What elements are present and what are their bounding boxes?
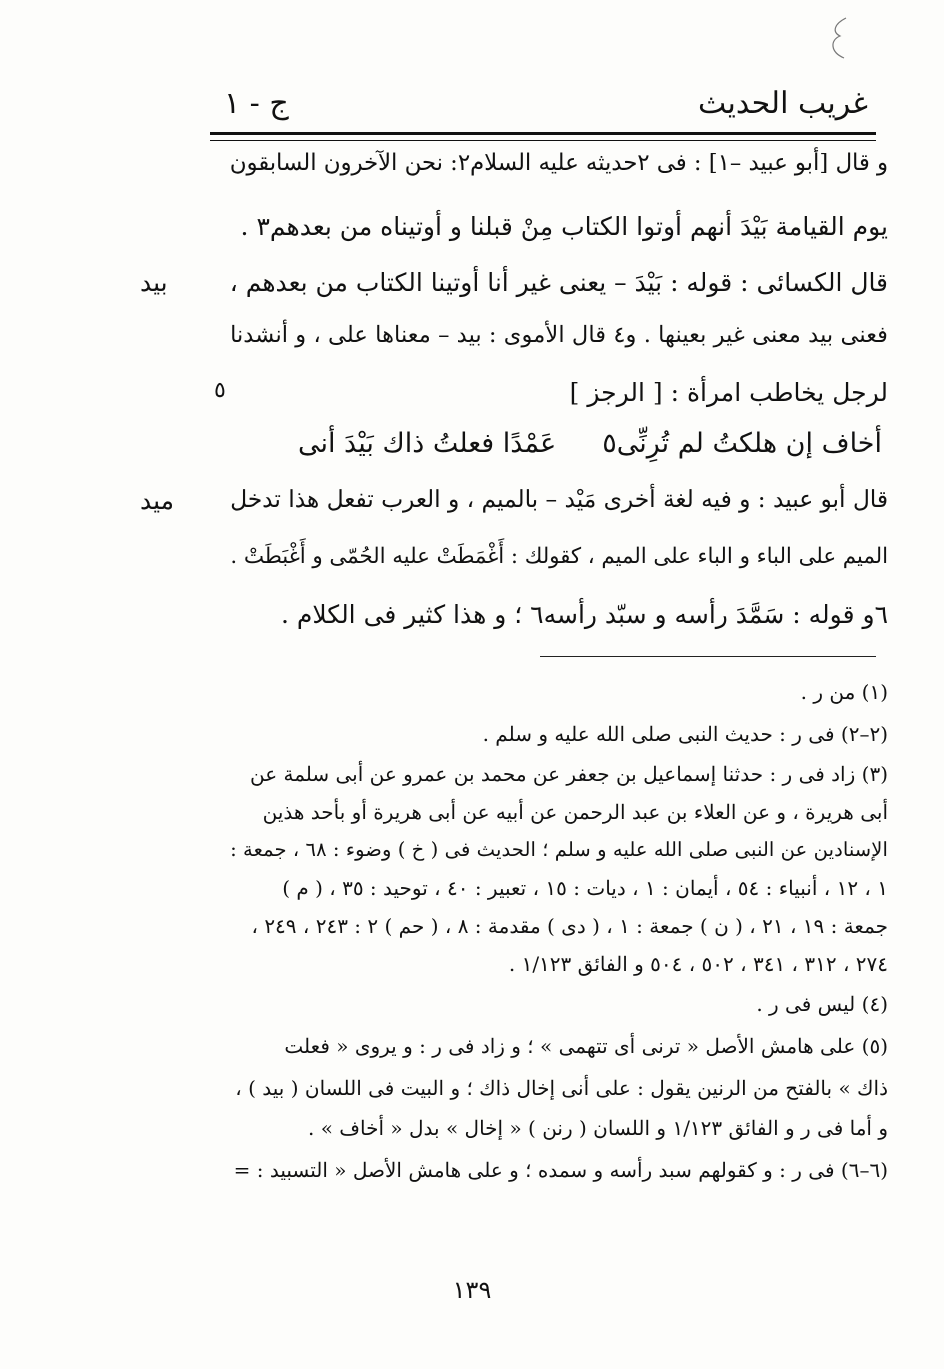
footnote-line: (٤) ليس فى ر . — [756, 992, 888, 1016]
footnote-line: (٥) على هامش الأصل « ترنى أى تتهمى » ؛ و زاد فى ر : و يروى « فعلت — [284, 1034, 888, 1058]
margin-keyword: بيد — [140, 268, 168, 297]
line-number: ٥ — [214, 378, 226, 403]
page-number: ١٣٩ — [452, 1276, 492, 1304]
footnote-separator — [540, 656, 876, 657]
footnote-line: ذاك » بالفتح من الرنين يقول : على أنى إخال ذاك ؛ و البيت فى اللسان ( بيد ) ، — [235, 1076, 888, 1100]
verse-first-hemistich: عَمْدًا فعلتُ ذاك بَيْدَ أنى — [297, 428, 557, 459]
body-line: قال أبو عبيد : و فيه لغة أخرى مَيْد – بالميم ، و العرب تفعل هذا تدخل — [230, 486, 888, 513]
body-line: الميم على الباء و الباء على الميم ، كقولك : أَغْمَطَتْ عليه الحُمّى و أَغْبَطَتْ . — [230, 544, 888, 569]
running-title: غريب الحديث — [698, 86, 868, 121]
header-rule — [210, 132, 876, 135]
verse-second-hemistich: أخاف إن هلكتُ لم تُرِنِّى٥ — [602, 428, 882, 459]
pencil-mark-icon — [824, 14, 854, 64]
body-line: فعنى بيد معنى غير بعينها . و٤ قال الأموى : بيد – معناها على ، و أنشدنا — [230, 322, 888, 348]
header-rule-thin — [210, 140, 876, 141]
footnote-line: و أما فى ر و الفائق ١/١٢٣ و اللسان ( رنن ) « إخال » بدل « أخاف » . — [308, 1116, 888, 1140]
footnote-line: ١ ، ١٢ ، أنبياء : ٥٤ ، أيمان : ١ ، ديات : ١٥ ، تعبير : ٤٠ ، توحيد : ٣٥ ، ( م ) — [282, 876, 888, 900]
margin-keyword: ميد — [140, 486, 175, 515]
body-line: يوم القيامة بَيْدَ أنهم أوتوا الكتاب مِنْ قبلنا و أوتيناه من بعدهم٣ . — [240, 212, 888, 241]
footnote-line: (١) من ر . — [800, 680, 888, 704]
footnote-line: الإسنادين عن النبى صلى الله عليه و سلم ؛ الحديث فى ( خ ) وضوء : ٦٨ ، جمعة : — [230, 838, 888, 861]
footnote-line: جمعة : ١٩ ، ٢١ ، ( ن ) جمعة : ١ ، ( دى ) مقدمة : ٨ ، ( حم ) ٢ : ٢٤٣ ، ٢٤٩ ، — [251, 914, 888, 938]
body-line: و قال [أبو عبيد –١] : فى ٢حديثه عليه السلام٢: نحن الآخرون السابقون — [229, 150, 888, 176]
footnote-line: أبى هريرة ، و عن العلاء بن عبد الرحمن عن أبيه عن أبى هريرة أو بأحد هذين — [262, 800, 888, 824]
footnote-line: (٦–٦) فى ر : و كقولهم سبد رأسه و سمده ؛ و على هامش الأصل « التسبيد : = — [233, 1158, 888, 1182]
footnote-line: (٢–٢) فى ر : حديث النبى صلى الله عليه و سلم . — [482, 722, 888, 746]
volume-label: ج - ١ — [224, 86, 289, 121]
footnote-line: ٢٧٤ ، ٣١٢ ، ٣٤١ ، ٥٠٢ ، ٥٠٤ و الفائق ١/١٢٣ . — [508, 952, 888, 976]
body-line: قال الكسائى : قوله : بَيْدَ – يعنى غير أنا أوتينا الكتاب من بعدهم ، — [229, 268, 888, 297]
verse-line — [298, 428, 882, 459]
footnote-line: (٣) زاد فى ر : حدثنا إسماعيل بن جعفر عن محمد بن عمرو عن أبى سلمة عن — [249, 762, 888, 786]
body-line: ٦و قوله : سَمَّدَ رأسه و سبّد رأسه٦ ؛ و هذا كثير فى الكلام . — [280, 600, 888, 629]
body-line: لرجل يخاطب امرأة : [ الرجز ] — [569, 378, 888, 407]
